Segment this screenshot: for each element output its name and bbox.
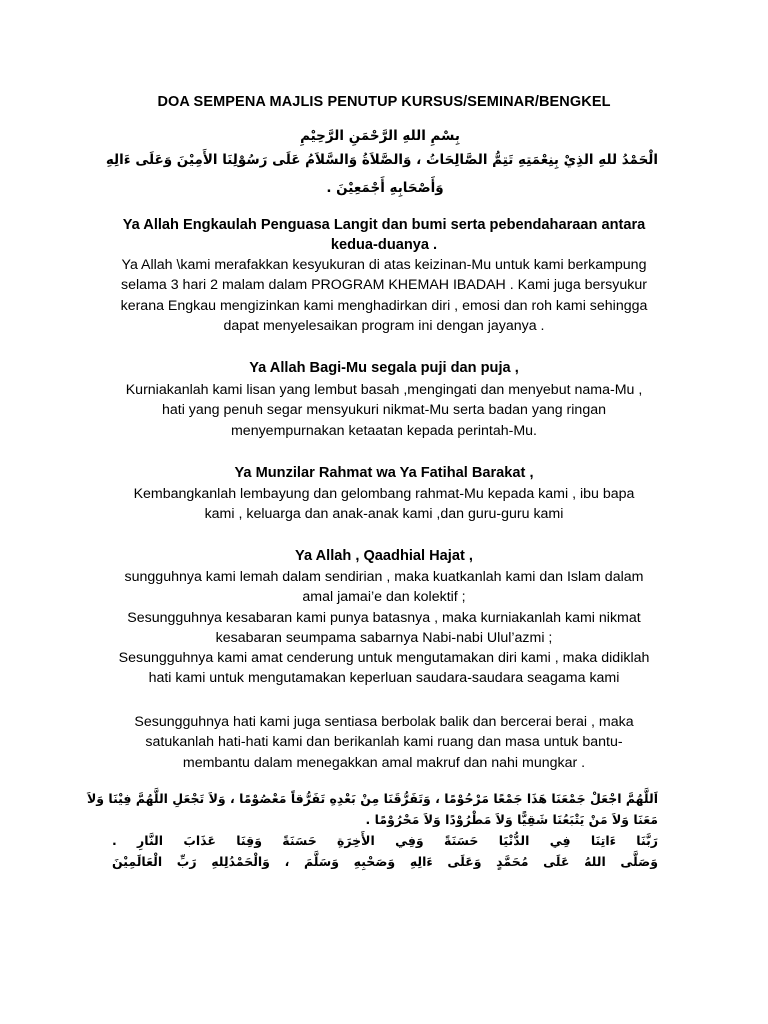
section-3-body-line: Kembangkanlah lembayung dan gelombang rahmat-Mu kepada kami , ibu bapa <box>133 486 635 502</box>
section-4-body-line: amal jamai’e dan kolektif ; <box>302 589 466 606</box>
section-2-heading <box>0 358 768 378</box>
closing-arabic-line: مَعَنَا وَلاَ مَنْ يَتْبَعُنَا شَقِيًّا وَلاَ مَطْرُوْدًا وَلاَ مَحْرُوْمًا . <box>365 812 658 827</box>
section-4-body-line: kesabaran seumpama sabarnya Nabi-nabi Ulul’azmi ; <box>215 629 553 646</box>
section-1-heading <box>0 215 768 255</box>
closing-arabic-line: وَصَلَّى اللهُ عَلَى مُحَمَّدٍ وَعَلَى ءَالِهِ وَصَحْبِهِ وَسَلَّمَ ، وَالْحَمْدُلِلهِ رَبِّ الْعَالَمِيْنَ <box>112 854 658 869</box>
section-3-heading-line: Ya Munzilar Rahmat wa Ya Fatihal Barakat , <box>234 465 534 481</box>
section-4-heading-line: Ya Allah , Qaadhial Hajat , <box>295 548 473 564</box>
section-4-body-line: Sesungguhnya kami amat cenderung untuk mengutamakan diri kami , maka didiklah <box>118 650 650 667</box>
section-5-body-line: satukanlah hati-hati kami dan berikanlah kami ruang dan masa untuk bantu- <box>145 734 623 751</box>
section-5-body-line: membantu dalam menegakkan amal makruf dan nahi mungkar . <box>182 754 586 771</box>
section-2-body-line: Kurniakanlah kami lisan yang lembut basah ,mengingati dan menyebut nama-Mu , <box>125 382 643 398</box>
section-1-body-line: kerana Engkau mengizinkan kami menghadirkan diri , emosi dan roh kami sehingga <box>120 297 648 314</box>
ashabihi-text: وَأَصْحَابِهِ أَجْمَعِيْنَ . <box>326 180 444 196</box>
section-1-heading-line: Ya Allah Engkaulah Penguasa Langit dan bumi serta pebendaharaan antara <box>122 217 646 233</box>
section-1-body-line: Ya Allah \kami merafakkan kesyukuran di atas keizinan-Mu untuk kami berkampung <box>121 257 647 273</box>
section-3-heading <box>0 463 768 483</box>
section-5-body-line: Sesungguhnya hati kami juga sentiasa berbolak balik dan bercerai berai , maka <box>134 714 634 730</box>
section-4-body-line: hati kami untuk mengutamakan keperluan saudara-saudara seagama kami <box>148 670 620 687</box>
closing-arabic-prayer <box>86 788 658 872</box>
section-1-body-line: selama 3 hari 2 malam dalam PROGRAM KHEMAH IBADAH . Kami juga bersyukur <box>121 277 647 294</box>
section-2-body-line: menyempurnakan ketaatan kepada perintah-Mu. <box>230 422 537 439</box>
section-4-body <box>0 567 768 689</box>
section-1-body-line: dapat menyelesaikan program ini dengan jayanya . <box>223 317 545 334</box>
section-2-body <box>0 380 768 441</box>
closing-arabic-line: اَللَّهُمَّ اجْعَلْ جَمْعَنَا هَذَا جَمْعًا مَرْحُوْمًا ، وَتَفَرُّقَنَا مِنْ بَعْدِهِ تَفَرُّقاً مَعْصُوْمًا ، وَلاَ تَجْعَلِ اللَّهُمَّ فِيْنَا وَلاَ <box>86 791 658 806</box>
section-1-body <box>0 255 768 336</box>
section-1-heading-line: kedua-duanya . <box>330 237 438 253</box>
hamdalah-text: الْحَمْدُ للهِ الذِيْ بِنِعْمَتِهِ تَتِمُّ الصَّالِحَاتُ ، وَالصَّلاَةُ وَالسَّلاَمُ عَلَى رَسُوْلِنَا الأَمِيْنَ وَعَلَى ءَالِهِ <box>105 152 658 168</box>
section-3-body <box>0 484 768 525</box>
section-2-heading-line: Ya Allah Bagi-Mu segala puji dan puja , <box>249 360 519 376</box>
section-3-body-line: kami , keluarga dan anak-anak kami ,dan guru-guru kami <box>204 506 564 523</box>
bismillah-text: بِسْمِ اللهِ الرَّحْمَنِ الرَّحِيْمِ <box>300 128 460 144</box>
section-5-body <box>0 712 768 773</box>
section-2-body-line: hati yang penuh segar mensyukuri nikmat-Mu serta badan yang ringan <box>161 402 606 419</box>
section-4-body-line: sungguhnya kami lemah dalam sendirian , maka kuatkanlah kami dan Islam dalam <box>124 569 644 585</box>
document-title: DOA SEMPENA MAJLIS PENUTUP KURSUS/SEMINAR/BENGKEL <box>157 94 611 110</box>
closing-arabic-line: رَبَّنَا ءَاتِنَا فِي الدُّنْيَا حَسَنَةً وَفِي الأَخِرَةِ حَسَنَةً وَقِنَا عَذَابَ النَّارِ . <box>112 833 658 848</box>
section-4-body-line: Sesungguhnya kesabaran kami punya batasnya , maka kurniakanlah kami nikmat <box>127 609 641 626</box>
section-4-heading <box>0 546 768 566</box>
